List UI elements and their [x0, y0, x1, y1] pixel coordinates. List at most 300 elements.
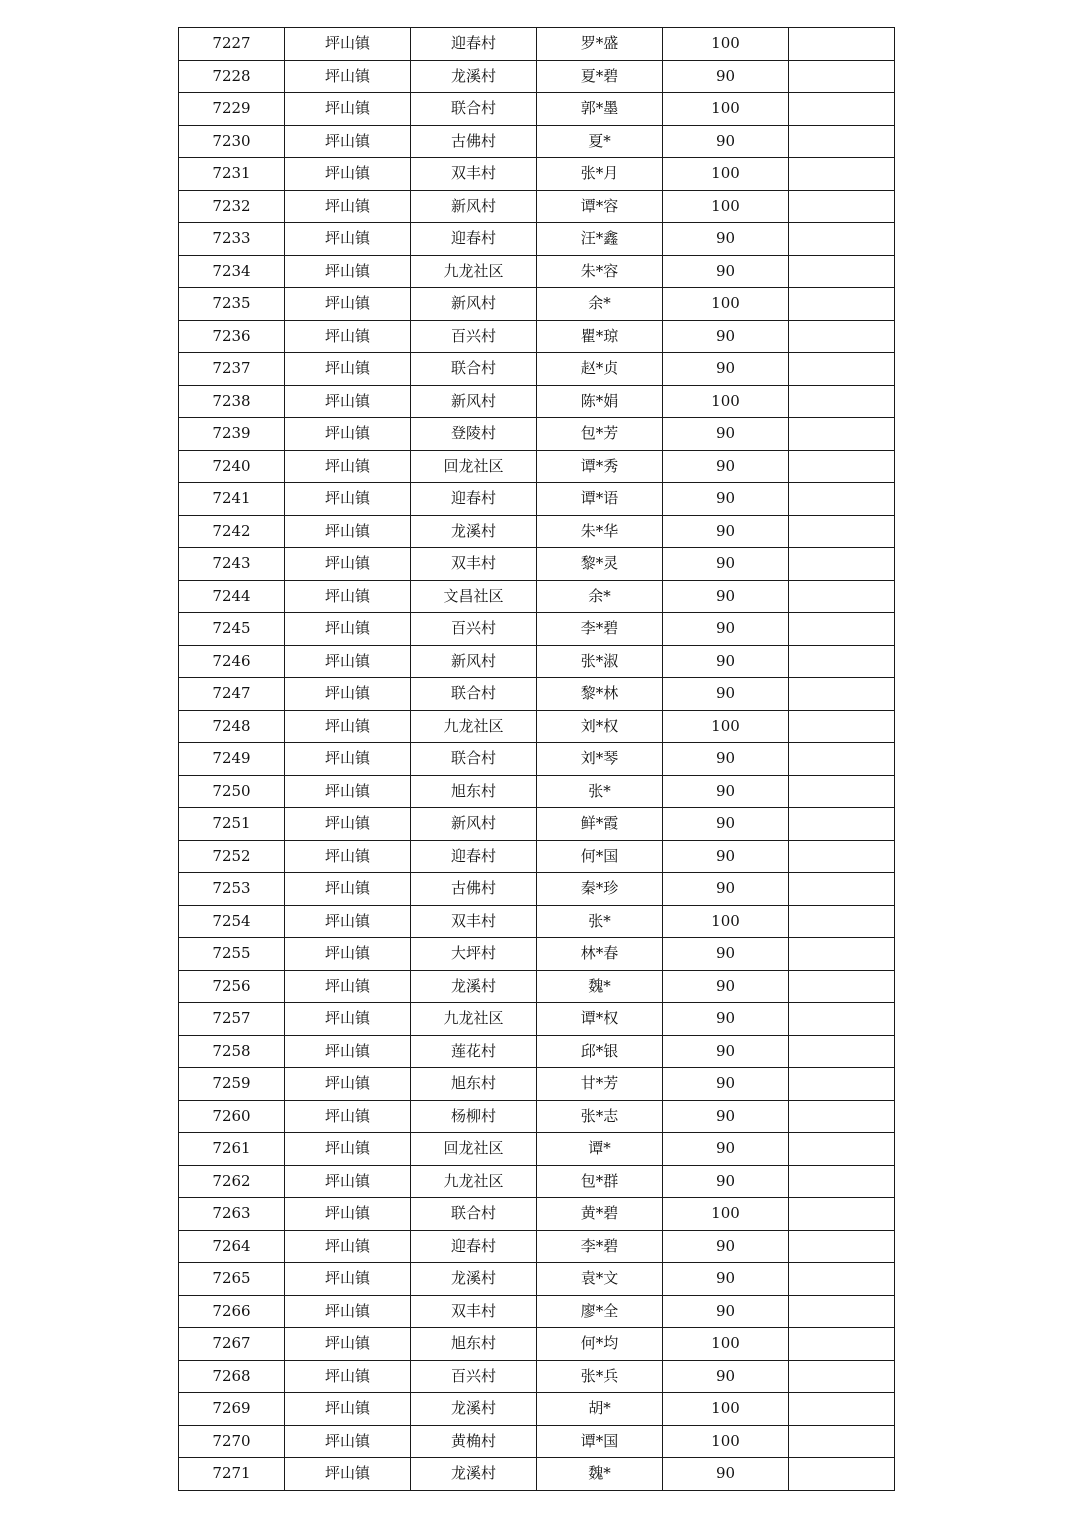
town-cell: 坪山镇 — [285, 743, 411, 776]
town-cell: 坪山镇 — [285, 1133, 411, 1166]
note-cell — [789, 645, 895, 678]
row-number-cell: 7229 — [179, 93, 285, 126]
row-number-cell: 7264 — [179, 1230, 285, 1263]
note-cell — [789, 353, 895, 386]
note-cell — [789, 223, 895, 256]
note-cell — [789, 1198, 895, 1231]
table-row — [179, 548, 895, 581]
amount-cell: 90 — [663, 1165, 789, 1198]
note-cell — [789, 385, 895, 418]
town-cell: 坪山镇 — [285, 645, 411, 678]
table-row — [179, 808, 895, 841]
village-cell: 迎春村 — [411, 1230, 537, 1263]
row-number-cell: 7254 — [179, 905, 285, 938]
amount-cell: 90 — [663, 840, 789, 873]
village-cell: 新风村 — [411, 190, 537, 223]
amount-cell: 90 — [663, 1133, 789, 1166]
table-row — [179, 190, 895, 223]
row-number-cell: 7242 — [179, 515, 285, 548]
town-cell: 坪山镇 — [285, 613, 411, 646]
row-number-cell: 7246 — [179, 645, 285, 678]
amount-cell: 90 — [663, 548, 789, 581]
table-row — [179, 450, 895, 483]
row-number-cell: 7235 — [179, 288, 285, 321]
town-cell: 坪山镇 — [285, 1263, 411, 1296]
table-row — [179, 645, 895, 678]
amount-cell: 90 — [663, 938, 789, 971]
amount-cell: 90 — [663, 775, 789, 808]
village-cell: 联合村 — [411, 1198, 537, 1231]
amount-cell: 100 — [663, 1198, 789, 1231]
amount-cell: 100 — [663, 1393, 789, 1426]
note-cell — [789, 970, 895, 1003]
person-name-cell: 余* — [537, 288, 663, 321]
village-cell: 旭东村 — [411, 775, 537, 808]
row-number-cell: 7256 — [179, 970, 285, 1003]
table-row — [179, 970, 895, 1003]
note-cell — [789, 1133, 895, 1166]
amount-cell: 90 — [663, 645, 789, 678]
note-cell — [789, 28, 895, 61]
note-cell — [789, 483, 895, 516]
note-cell — [789, 938, 895, 971]
table-row — [179, 1393, 895, 1426]
amount-cell: 90 — [663, 320, 789, 353]
table-row — [179, 515, 895, 548]
table-row — [179, 580, 895, 613]
amount-cell: 90 — [663, 255, 789, 288]
person-name-cell: 张*月 — [537, 158, 663, 191]
person-name-cell: 陈*娟 — [537, 385, 663, 418]
village-cell: 联合村 — [411, 743, 537, 776]
row-number-cell: 7228 — [179, 60, 285, 93]
table-row — [179, 60, 895, 93]
person-name-cell: 赵*贞 — [537, 353, 663, 386]
person-name-cell: 邱*银 — [537, 1035, 663, 1068]
table-row — [179, 1458, 895, 1491]
table-row — [179, 1263, 895, 1296]
table-row — [179, 483, 895, 516]
row-number-cell: 7249 — [179, 743, 285, 776]
row-number-cell: 7268 — [179, 1360, 285, 1393]
person-name-cell: 袁*文 — [537, 1263, 663, 1296]
amount-cell: 100 — [663, 93, 789, 126]
village-cell: 回龙社区 — [411, 1133, 537, 1166]
amount-cell: 90 — [663, 580, 789, 613]
town-cell: 坪山镇 — [285, 125, 411, 158]
town-cell: 坪山镇 — [285, 840, 411, 873]
note-cell — [789, 548, 895, 581]
note-cell — [789, 125, 895, 158]
person-name-cell: 魏* — [537, 970, 663, 1003]
note-cell — [789, 1295, 895, 1328]
town-cell: 坪山镇 — [285, 450, 411, 483]
amount-cell: 90 — [663, 1295, 789, 1328]
table-row — [179, 1165, 895, 1198]
village-cell: 迎春村 — [411, 483, 537, 516]
person-name-cell: 谭*语 — [537, 483, 663, 516]
row-number-cell: 7230 — [179, 125, 285, 158]
row-number-cell: 7240 — [179, 450, 285, 483]
town-cell: 坪山镇 — [285, 1393, 411, 1426]
person-name-cell: 张*淑 — [537, 645, 663, 678]
row-number-cell: 7265 — [179, 1263, 285, 1296]
town-cell: 坪山镇 — [285, 418, 411, 451]
town-cell: 坪山镇 — [285, 288, 411, 321]
village-cell: 新风村 — [411, 645, 537, 678]
note-cell — [789, 1328, 895, 1361]
town-cell: 坪山镇 — [285, 1425, 411, 1458]
person-name-cell: 谭*容 — [537, 190, 663, 223]
amount-cell: 90 — [663, 1263, 789, 1296]
town-cell: 坪山镇 — [285, 255, 411, 288]
row-number-cell: 7263 — [179, 1198, 285, 1231]
row-number-cell: 7270 — [179, 1425, 285, 1458]
row-number-cell: 7267 — [179, 1328, 285, 1361]
person-name-cell: 黎*灵 — [537, 548, 663, 581]
town-cell: 坪山镇 — [285, 1165, 411, 1198]
note-cell — [789, 1068, 895, 1101]
amount-cell: 100 — [663, 28, 789, 61]
village-cell: 迎春村 — [411, 840, 537, 873]
village-cell: 联合村 — [411, 353, 537, 386]
village-cell: 联合村 — [411, 678, 537, 711]
row-number-cell: 7271 — [179, 1458, 285, 1491]
person-name-cell: 谭*国 — [537, 1425, 663, 1458]
village-cell: 旭东村 — [411, 1328, 537, 1361]
amount-cell: 100 — [663, 1425, 789, 1458]
village-cell: 新风村 — [411, 385, 537, 418]
table-row — [179, 223, 895, 256]
person-name-cell: 李*碧 — [537, 1230, 663, 1263]
village-cell: 联合村 — [411, 93, 537, 126]
village-cell: 双丰村 — [411, 548, 537, 581]
village-cell: 新风村 — [411, 288, 537, 321]
town-cell: 坪山镇 — [285, 873, 411, 906]
person-name-cell: 何*国 — [537, 840, 663, 873]
roster-table-body — [179, 28, 895, 1491]
person-name-cell: 汪*鑫 — [537, 223, 663, 256]
table-row — [179, 873, 895, 906]
note-cell — [789, 873, 895, 906]
table-row — [179, 1360, 895, 1393]
person-name-cell: 何*均 — [537, 1328, 663, 1361]
village-cell: 九龙社区 — [411, 255, 537, 288]
amount-cell: 100 — [663, 1328, 789, 1361]
row-number-cell: 7250 — [179, 775, 285, 808]
table-row — [179, 710, 895, 743]
village-cell: 龙溪村 — [411, 1263, 537, 1296]
village-cell: 龙溪村 — [411, 515, 537, 548]
row-number-cell: 7247 — [179, 678, 285, 711]
row-number-cell: 7227 — [179, 28, 285, 61]
town-cell: 坪山镇 — [285, 1035, 411, 1068]
person-name-cell: 余* — [537, 580, 663, 613]
village-cell: 双丰村 — [411, 158, 537, 191]
town-cell: 坪山镇 — [285, 93, 411, 126]
row-number-cell: 7236 — [179, 320, 285, 353]
village-cell: 九龙社区 — [411, 1165, 537, 1198]
amount-cell: 90 — [663, 743, 789, 776]
person-name-cell: 廖*全 — [537, 1295, 663, 1328]
town-cell: 坪山镇 — [285, 483, 411, 516]
village-cell: 莲花村 — [411, 1035, 537, 1068]
table-row — [179, 125, 895, 158]
table-row — [179, 938, 895, 971]
person-name-cell: 秦*珍 — [537, 873, 663, 906]
table-row — [179, 1328, 895, 1361]
table-row — [179, 1003, 895, 1036]
row-number-cell: 7255 — [179, 938, 285, 971]
person-name-cell: 朱*华 — [537, 515, 663, 548]
town-cell: 坪山镇 — [285, 1198, 411, 1231]
town-cell: 坪山镇 — [285, 320, 411, 353]
person-name-cell: 夏*碧 — [537, 60, 663, 93]
amount-cell: 90 — [663, 1230, 789, 1263]
row-number-cell: 7237 — [179, 353, 285, 386]
town-cell: 坪山镇 — [285, 1458, 411, 1491]
amount-cell: 90 — [663, 1360, 789, 1393]
village-cell: 百兴村 — [411, 320, 537, 353]
table-row — [179, 1133, 895, 1166]
person-name-cell: 谭*秀 — [537, 450, 663, 483]
amount-cell: 90 — [663, 483, 789, 516]
note-cell — [789, 1393, 895, 1426]
row-number-cell: 7262 — [179, 1165, 285, 1198]
amount-cell: 90 — [663, 1003, 789, 1036]
note-cell — [789, 678, 895, 711]
row-number-cell: 7243 — [179, 548, 285, 581]
village-cell: 回龙社区 — [411, 450, 537, 483]
amount-cell: 90 — [663, 515, 789, 548]
table-row — [179, 905, 895, 938]
note-cell — [789, 450, 895, 483]
table-row — [179, 93, 895, 126]
amount-cell: 90 — [663, 1068, 789, 1101]
note-cell — [789, 190, 895, 223]
village-cell: 文昌社区 — [411, 580, 537, 613]
town-cell: 坪山镇 — [285, 938, 411, 971]
amount-cell: 90 — [663, 60, 789, 93]
amount-cell: 100 — [663, 905, 789, 938]
table-row — [179, 1295, 895, 1328]
table-row — [179, 743, 895, 776]
person-name-cell: 夏* — [537, 125, 663, 158]
village-cell: 九龙社区 — [411, 710, 537, 743]
amount-cell: 90 — [663, 613, 789, 646]
amount-cell: 100 — [663, 158, 789, 191]
row-number-cell: 7252 — [179, 840, 285, 873]
person-name-cell: 谭* — [537, 1133, 663, 1166]
note-cell — [789, 1425, 895, 1458]
village-cell: 新风村 — [411, 808, 537, 841]
row-number-cell: 7259 — [179, 1068, 285, 1101]
person-name-cell: 黎*林 — [537, 678, 663, 711]
person-name-cell: 谭*权 — [537, 1003, 663, 1036]
amount-cell: 90 — [663, 223, 789, 256]
row-number-cell: 7251 — [179, 808, 285, 841]
person-name-cell: 黄*碧 — [537, 1198, 663, 1231]
table-row — [179, 418, 895, 451]
amount-cell: 90 — [663, 678, 789, 711]
town-cell: 坪山镇 — [285, 710, 411, 743]
table-row — [179, 288, 895, 321]
table-row — [179, 1230, 895, 1263]
note-cell — [789, 320, 895, 353]
person-name-cell: 甘*芳 — [537, 1068, 663, 1101]
row-number-cell: 7266 — [179, 1295, 285, 1328]
town-cell: 坪山镇 — [285, 678, 411, 711]
row-number-cell: 7238 — [179, 385, 285, 418]
village-cell: 龙溪村 — [411, 1393, 537, 1426]
note-cell — [789, 1230, 895, 1263]
person-name-cell: 胡* — [537, 1393, 663, 1426]
amount-cell: 90 — [663, 970, 789, 1003]
table-row — [179, 1068, 895, 1101]
person-name-cell: 张*志 — [537, 1100, 663, 1133]
note-cell — [789, 710, 895, 743]
village-cell: 百兴村 — [411, 613, 537, 646]
person-name-cell: 瞿*琼 — [537, 320, 663, 353]
village-cell: 杨柳村 — [411, 1100, 537, 1133]
row-number-cell: 7261 — [179, 1133, 285, 1166]
amount-cell: 90 — [663, 418, 789, 451]
town-cell: 坪山镇 — [285, 1360, 411, 1393]
table-row — [179, 678, 895, 711]
village-cell: 迎春村 — [411, 28, 537, 61]
amount-cell: 90 — [663, 873, 789, 906]
amount-cell: 90 — [663, 1100, 789, 1133]
town-cell: 坪山镇 — [285, 28, 411, 61]
village-cell: 龙溪村 — [411, 970, 537, 1003]
note-cell — [789, 775, 895, 808]
person-name-cell: 刘*琴 — [537, 743, 663, 776]
person-name-cell: 张* — [537, 905, 663, 938]
row-number-cell: 7253 — [179, 873, 285, 906]
table-row — [179, 1035, 895, 1068]
note-cell — [789, 255, 895, 288]
person-name-cell: 张* — [537, 775, 663, 808]
row-number-cell: 7239 — [179, 418, 285, 451]
amount-cell: 90 — [663, 125, 789, 158]
row-number-cell: 7233 — [179, 223, 285, 256]
table-row — [179, 1100, 895, 1133]
row-number-cell: 7260 — [179, 1100, 285, 1133]
note-cell — [789, 1100, 895, 1133]
town-cell: 坪山镇 — [285, 905, 411, 938]
amount-cell: 90 — [663, 1458, 789, 1491]
town-cell: 坪山镇 — [285, 808, 411, 841]
note-cell — [789, 1035, 895, 1068]
village-cell: 黄桷村 — [411, 1425, 537, 1458]
amount-cell: 100 — [663, 385, 789, 418]
person-name-cell: 张*兵 — [537, 1360, 663, 1393]
note-cell — [789, 1165, 895, 1198]
town-cell: 坪山镇 — [285, 385, 411, 418]
town-cell: 坪山镇 — [285, 1100, 411, 1133]
village-cell: 龙溪村 — [411, 60, 537, 93]
town-cell: 坪山镇 — [285, 515, 411, 548]
village-cell: 双丰村 — [411, 1295, 537, 1328]
person-name-cell: 林*春 — [537, 938, 663, 971]
table-row — [179, 320, 895, 353]
village-cell: 古佛村 — [411, 125, 537, 158]
row-number-cell: 7234 — [179, 255, 285, 288]
person-name-cell: 朱*容 — [537, 255, 663, 288]
town-cell: 坪山镇 — [285, 223, 411, 256]
town-cell: 坪山镇 — [285, 1003, 411, 1036]
note-cell — [789, 580, 895, 613]
note-cell — [789, 60, 895, 93]
amount-cell: 100 — [663, 710, 789, 743]
village-cell: 登陵村 — [411, 418, 537, 451]
row-number-cell: 7269 — [179, 1393, 285, 1426]
person-name-cell: 鲜*霞 — [537, 808, 663, 841]
row-number-cell: 7231 — [179, 158, 285, 191]
note-cell — [789, 158, 895, 191]
table-row — [179, 385, 895, 418]
town-cell: 坪山镇 — [285, 1068, 411, 1101]
town-cell: 坪山镇 — [285, 970, 411, 1003]
person-name-cell: 魏* — [537, 1458, 663, 1491]
note-cell — [789, 515, 895, 548]
village-cell: 双丰村 — [411, 905, 537, 938]
row-number-cell: 7245 — [179, 613, 285, 646]
roster-table — [178, 27, 895, 1491]
person-name-cell: 包*芳 — [537, 418, 663, 451]
town-cell: 坪山镇 — [285, 1295, 411, 1328]
row-number-cell: 7241 — [179, 483, 285, 516]
amount-cell: 90 — [663, 450, 789, 483]
table-row — [179, 353, 895, 386]
row-number-cell: 7248 — [179, 710, 285, 743]
table-row — [179, 158, 895, 191]
table-row — [179, 1198, 895, 1231]
table-row — [179, 28, 895, 61]
note-cell — [789, 613, 895, 646]
village-cell: 龙溪村 — [411, 1458, 537, 1491]
village-cell: 旭东村 — [411, 1068, 537, 1101]
amount-cell: 90 — [663, 1035, 789, 1068]
amount-cell: 90 — [663, 353, 789, 386]
town-cell: 坪山镇 — [285, 60, 411, 93]
town-cell: 坪山镇 — [285, 158, 411, 191]
village-cell: 大坪村 — [411, 938, 537, 971]
row-number-cell: 7244 — [179, 580, 285, 613]
village-cell: 百兴村 — [411, 1360, 537, 1393]
person-name-cell: 刘*权 — [537, 710, 663, 743]
row-number-cell: 7258 — [179, 1035, 285, 1068]
note-cell — [789, 93, 895, 126]
person-name-cell: 包*群 — [537, 1165, 663, 1198]
note-cell — [789, 1263, 895, 1296]
village-cell: 九龙社区 — [411, 1003, 537, 1036]
note-cell — [789, 1458, 895, 1491]
note-cell — [789, 808, 895, 841]
amount-cell: 90 — [663, 808, 789, 841]
note-cell — [789, 288, 895, 321]
note-cell — [789, 840, 895, 873]
person-name-cell: 郭*墨 — [537, 93, 663, 126]
town-cell: 坪山镇 — [285, 190, 411, 223]
table-row — [179, 255, 895, 288]
amount-cell: 100 — [663, 190, 789, 223]
amount-cell: 100 — [663, 288, 789, 321]
note-cell — [789, 418, 895, 451]
row-number-cell: 7257 — [179, 1003, 285, 1036]
row-number-cell: 7232 — [179, 190, 285, 223]
table-row — [179, 613, 895, 646]
